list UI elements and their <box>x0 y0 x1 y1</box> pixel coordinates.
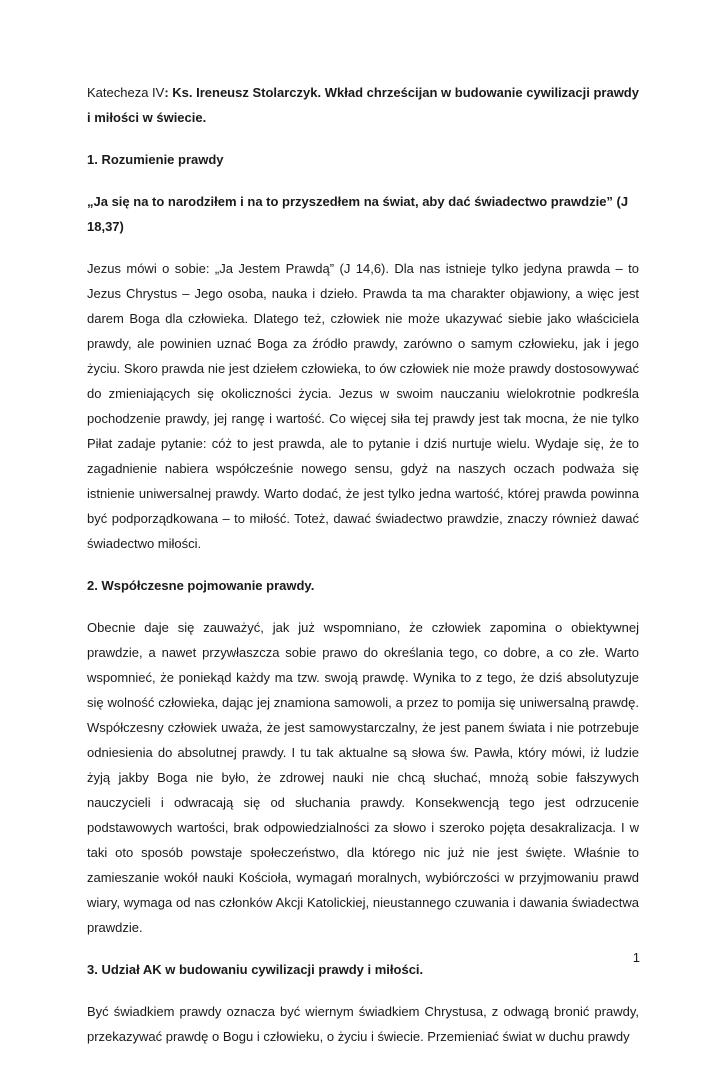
document-content <box>87 80 639 1066</box>
section-paragraph-2: Obecnie daje się zauważyć, jak już wspomniano, że człowiek zapomina o obiektywnej prawdzie, a nawet przywłaszcza sobie prawo do określania tego, co dobre, a co złe. Warto wspomnieć, że poniekąd każdy ma tzw. swoją prawdę. Wynika to z tego, że dziś absolutyzuje się wolność człowieka, dając jej znamiona samowoli, a przez to pomija się uniwersalną prawdę. Współczesny człowiek uważa, że jest samowystarczalny, że jest panem świata i nie potrzebuje odniesienia do absolutnej prawdy. I tu tak aktualne są słowa św. Pawła, który mówi, iż ludzie żyją jakby Boga nie było, że zdrowej nauki nie chcą słuchać, mnożą sobie fałszywych nauczycieli i odwracają się od słuchania prawdy. Konsekwencją tego jest odrzucenie podstawowych wartości, brak odpowiedzialności za słowo i szeroko pojęta desakralizacja. I w taki oto sposób powstaje społeczeństwo, dla którego nic już nie jest święte. Właśnie to zamieszanie wokół nauki Kościoła, wymagań moralnych, wybiórczości w przyjmowaniu prawd wiary, wymaga od nas członków Akcji Katolickiej, nieustannego czuwania i dawania świadectwa prawdzie. <box>87 620 639 935</box>
section-quote-1: „Ja się na to narodziłem i na to przyszedłem na świat, aby dać świadectwo prawdzie” (J 18,37) <box>87 194 629 234</box>
document-title <box>87 80 639 130</box>
title-lead: Katecheza IV <box>87 85 165 100</box>
section-heading-1: 1. Rozumienie prawdy <box>87 152 224 167</box>
section-paragraph-3: Być świadkiem prawdy oznacza być wiernym świadkiem Chrystusa, z odwagą bronić prawdy, przekazywać prawdę o Bogu i człowieku, o życiu i świecie. Przemieniać świat w duchu prawdy <box>87 1004 639 1044</box>
page-number: 1 <box>632 950 640 965</box>
title-main: : Ks. Ireneusz Stolarczyk. Wkład chrześcijan w budowanie cywilizacji prawdy i miłości w świecie. <box>87 85 639 125</box>
section-heading-3: 3. Udział AK w budowaniu cywilizacji prawdy i miłości. <box>87 962 424 977</box>
section-heading-2: 2. Współczesne pojmowanie prawdy. <box>87 578 315 593</box>
section-paragraph-1: Jezus mówi o sobie: „Ja Jestem Prawdą” (J 14,6). Dla nas istnieje tylko jedyna prawda – to Jezus Chrystus – Jego osoba, nauka i dzieło. Prawda ta ma charakter objawiony, a więc jest darem Boga dla człowieka. Dlatego też, człowiek nie może ukazywać siebie jako właściciela prawdy, ale powinien uznać Boga za źródło prawdy, zarówno o samym człowieku, jak i jego życiu. Skoro prawda nie jest dziełem człowieka, to ów człowiek nie może prawdy dostosowywać do zmieniających się okoliczności życia. Jezus w swoim nauczaniu wielokrotnie podkreśla pochodzenie prawdy, jej rangę i wartość. Co więcej siła tej prawdy jest tak mocna, że nie tylko Piłat zadaje pytanie: cóż to jest prawda, ale to pytanie i dziś nurtuje wielu. Wydaje się, że to zagadnienie nabiera współcześnie nowego sensu, gdyż na naszych oczach podważa się istnienie uniwersalnej prawdy. Warto dodać, że jest tylko jedna wartość, której prawda powinna być podporządkowana – to miłość. Toteż, dawać świadectwo prawdzie, znaczy również dawać świadectwo miłości. <box>87 261 639 551</box>
